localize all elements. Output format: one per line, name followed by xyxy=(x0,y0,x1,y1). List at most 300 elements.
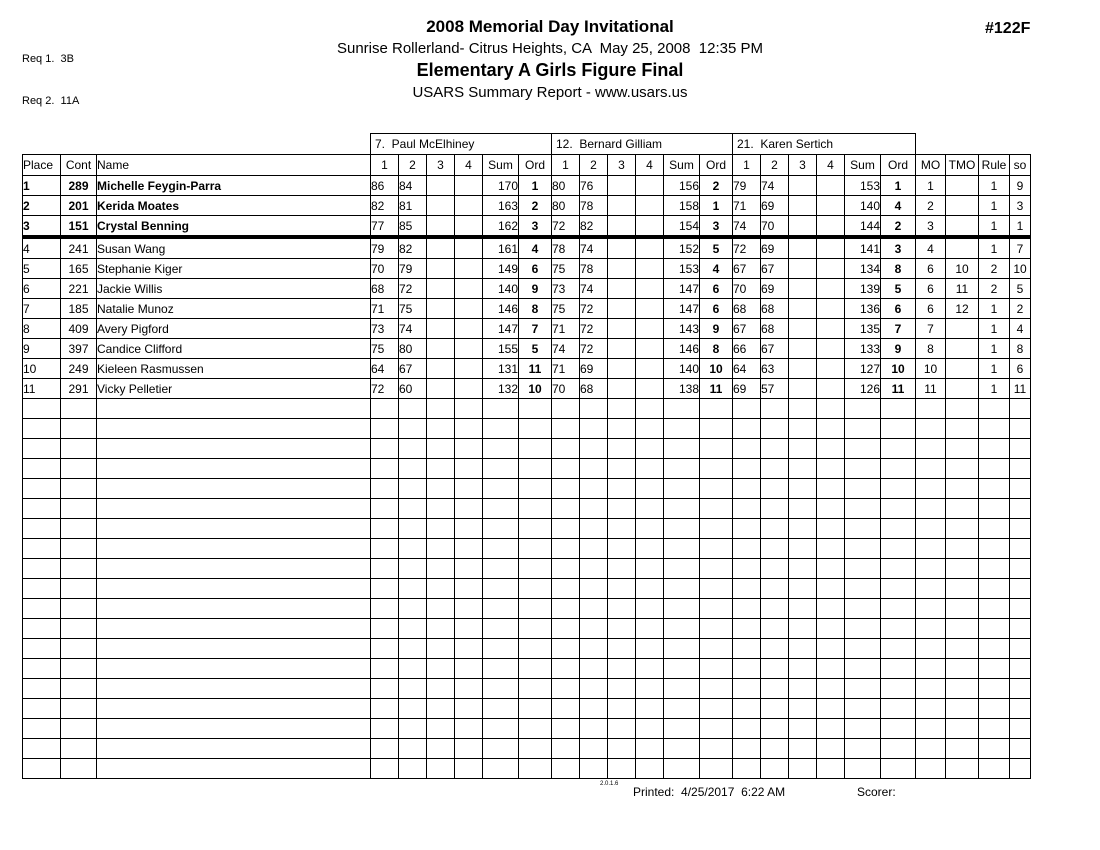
table-row xyxy=(23,719,1031,739)
cell-cont xyxy=(61,719,97,739)
cell-j2-ord: 9 xyxy=(700,319,733,339)
cell-j2-score4 xyxy=(636,579,664,599)
cell-j3-score1: 71 xyxy=(733,196,761,216)
req-2-label: Req 2. 11A xyxy=(22,95,80,107)
cell-j3-score3 xyxy=(789,176,817,196)
cell-j2-score1: 74 xyxy=(552,339,580,359)
cell-j1-score2 xyxy=(399,599,427,619)
table-row xyxy=(23,559,1031,579)
cell-j3-score3 xyxy=(789,339,817,359)
cell-name xyxy=(97,499,371,519)
table-row xyxy=(23,155,1031,176)
cell-j1-score3 xyxy=(427,619,455,639)
cell-j3-score2: 67 xyxy=(761,339,789,359)
header-judge2-2: 2 xyxy=(580,155,608,176)
cell-tmo xyxy=(946,339,979,359)
cell-j3-score4 xyxy=(817,739,845,759)
cell-j2-score2 xyxy=(580,479,608,499)
cell-j1-score2: 85 xyxy=(399,216,427,238)
header-judge1-2: 2 xyxy=(399,155,427,176)
cell-rule: 1 xyxy=(979,319,1010,339)
cell-j1-score3 xyxy=(427,739,455,759)
cell-j1-score2: 81 xyxy=(399,196,427,216)
cell-j3-score2: 67 xyxy=(761,259,789,279)
cell-name xyxy=(97,519,371,539)
cell-name xyxy=(97,419,371,439)
cell-j1-ord xyxy=(519,459,552,479)
cell-j1-sum xyxy=(483,599,519,619)
cell-j2-sum: 153 xyxy=(664,259,700,279)
cell-j3-sum: 140 xyxy=(845,196,881,216)
cell-j2-score1 xyxy=(552,619,580,639)
cell-j3-score2 xyxy=(761,519,789,539)
cell-j1-score1: 82 xyxy=(371,196,399,216)
cell-j2-score4 xyxy=(636,679,664,699)
cell-j2-score1 xyxy=(552,579,580,599)
cell-j2-score4 xyxy=(636,319,664,339)
cell-j1-score2: 84 xyxy=(399,176,427,196)
cell-mo xyxy=(916,519,946,539)
cell-rule xyxy=(979,519,1010,539)
cell-cont: 241 xyxy=(61,237,97,259)
table-row xyxy=(23,134,1031,155)
cell-j2-score3 xyxy=(608,519,636,539)
cell-j1-score1 xyxy=(371,439,399,459)
cell-cont xyxy=(61,619,97,639)
cell-j1-score1 xyxy=(371,599,399,619)
cell-j2-ord: 11 xyxy=(700,379,733,399)
cell-j1-sum xyxy=(483,399,519,419)
cell-rule xyxy=(979,759,1010,779)
cell-j3-sum xyxy=(845,399,881,419)
cell-j3-score3 xyxy=(789,499,817,519)
cell-j3-score1 xyxy=(733,739,761,759)
cell-j1-ord xyxy=(519,519,552,539)
cell-j3-score1 xyxy=(733,499,761,519)
event-title: Elementary A Girls Figure Final xyxy=(416,60,684,80)
cell-rule xyxy=(979,579,1010,599)
cell-rule xyxy=(979,719,1010,739)
cell-tmo xyxy=(946,216,979,238)
cell-j2-score2 xyxy=(580,639,608,659)
cell-cont xyxy=(61,499,97,519)
cell-j2-score3 xyxy=(608,237,636,259)
cell-j1-sum: 132 xyxy=(483,379,519,399)
cell-place xyxy=(23,539,61,559)
cell-j3-score2 xyxy=(761,439,789,459)
cell-so xyxy=(1010,439,1031,459)
header-judge3-4: 4 xyxy=(817,155,845,176)
cell-j3-ord xyxy=(881,659,916,679)
cell-j3-ord xyxy=(881,639,916,659)
cell-j2-score1 xyxy=(552,739,580,759)
cell-j1-score4 xyxy=(455,679,483,699)
cell-j2-ord: 10 xyxy=(700,359,733,379)
table-row xyxy=(23,479,1031,499)
cell-j3-ord: 10 xyxy=(881,359,916,379)
header-judge3-sum: Sum xyxy=(845,155,881,176)
cell-j2-sum xyxy=(664,659,700,679)
cell-j3-ord xyxy=(881,559,916,579)
cell-j1-ord: 5 xyxy=(519,339,552,359)
cell-j3-score3 xyxy=(789,719,817,739)
cell-j3-score3 xyxy=(789,619,817,639)
cell-rule: 1 xyxy=(979,359,1010,379)
cell-j1-score3 xyxy=(427,259,455,279)
cell-j2-score3 xyxy=(608,176,636,196)
cell-j1-sum xyxy=(483,739,519,759)
cell-j1-score2: 67 xyxy=(399,359,427,379)
table-row xyxy=(23,579,1031,599)
cell-j1-ord xyxy=(519,499,552,519)
cell-j3-score4 xyxy=(817,479,845,499)
cell-j1-score4 xyxy=(455,399,483,419)
cell-j1-ord: 3 xyxy=(519,216,552,238)
cell-place xyxy=(23,399,61,419)
cell-cont: 185 xyxy=(61,299,97,319)
table-row xyxy=(23,639,1031,659)
cell-j2-sum xyxy=(664,619,700,639)
cell-tmo xyxy=(946,619,979,639)
cell-cont xyxy=(61,439,97,459)
cell-mo: 6 xyxy=(916,299,946,319)
cell-j1-score2: 75 xyxy=(399,299,427,319)
cell-j2-sum: 140 xyxy=(664,359,700,379)
cell-j1-score4 xyxy=(455,559,483,579)
cell-j3-score2: 57 xyxy=(761,379,789,399)
cell-name xyxy=(97,539,371,559)
cell-rule xyxy=(979,499,1010,519)
cell-j1-ord xyxy=(519,419,552,439)
cell-j2-score1 xyxy=(552,539,580,559)
cell-j3-sum xyxy=(845,719,881,739)
cell-j2-score4 xyxy=(636,719,664,739)
cell-j1-score1: 73 xyxy=(371,319,399,339)
cell-j1-ord xyxy=(519,659,552,679)
cell-place: 8 xyxy=(23,319,61,339)
header-judge3-3: 3 xyxy=(789,155,817,176)
table-row xyxy=(23,759,1031,779)
cell-j1-score2 xyxy=(399,639,427,659)
cell-j3-ord xyxy=(881,699,916,719)
cell-j3-sum: 133 xyxy=(845,339,881,359)
cell-j3-ord xyxy=(881,619,916,639)
cell-j1-score4 xyxy=(455,639,483,659)
cell-j2-score2 xyxy=(580,519,608,539)
cell-so xyxy=(1010,499,1031,519)
cell-j2-score2 xyxy=(580,719,608,739)
cell-place xyxy=(23,559,61,579)
cell-j3-sum xyxy=(845,479,881,499)
cell-j3-ord xyxy=(881,439,916,459)
cell-tmo xyxy=(946,679,979,699)
header-tmo: TMO xyxy=(946,155,979,176)
cell-mo xyxy=(916,399,946,419)
table-row xyxy=(23,679,1031,699)
cell-mo: 8 xyxy=(916,339,946,359)
cell-j1-score1 xyxy=(371,499,399,519)
cell-j1-ord xyxy=(519,559,552,579)
cell-j3-score4 xyxy=(817,419,845,439)
cell-j2-sum: 146 xyxy=(664,339,700,359)
cell-j3-ord: 5 xyxy=(881,279,916,299)
report-subtitle: USARS Summary Report - www.usars.us xyxy=(412,84,688,101)
cell-j3-score2 xyxy=(761,499,789,519)
cell-j2-ord xyxy=(700,499,733,519)
cell-j3-sum xyxy=(845,759,881,779)
cell-j3-score1: 79 xyxy=(733,176,761,196)
cell-j3-score3 xyxy=(789,279,817,299)
cell-j2-score2: 76 xyxy=(580,176,608,196)
cell-j2-score1: 80 xyxy=(552,196,580,216)
cell-j2-ord xyxy=(700,439,733,459)
cell-tmo xyxy=(946,759,979,779)
cell-tmo xyxy=(946,599,979,619)
cell-j1-score1 xyxy=(371,399,399,419)
cell-j1-score4 xyxy=(455,299,483,319)
cell-j2-score1 xyxy=(552,719,580,739)
cell-j3-sum xyxy=(845,499,881,519)
cell-j1-sum xyxy=(483,479,519,499)
cell-mo xyxy=(916,579,946,599)
cell-so: 6 xyxy=(1010,359,1031,379)
cell-place: 9 xyxy=(23,339,61,359)
cell-name xyxy=(97,599,371,619)
cell-j2-score4 xyxy=(636,519,664,539)
cell-j2-score2 xyxy=(580,599,608,619)
table-row xyxy=(23,519,1031,539)
cell-j1-ord xyxy=(519,399,552,419)
cell-j2-score2 xyxy=(580,419,608,439)
cell-j1-sum: 162 xyxy=(483,216,519,238)
cell-j3-score2 xyxy=(761,539,789,559)
cell-j2-ord xyxy=(700,599,733,619)
cell-j3-sum xyxy=(845,659,881,679)
cell-j3-score4 xyxy=(817,499,845,519)
cell-j3-score2: 69 xyxy=(761,196,789,216)
cell-j2-score3 xyxy=(608,379,636,399)
cell-tmo xyxy=(946,639,979,659)
cell-j3-score3 xyxy=(789,319,817,339)
cell-j1-score3 xyxy=(427,399,455,419)
cell-place xyxy=(23,739,61,759)
cell-so xyxy=(1010,659,1031,679)
cell-tmo xyxy=(946,379,979,399)
cell-j2-score3 xyxy=(608,599,636,619)
header-cont: Cont xyxy=(61,155,97,176)
cell-j2-sum: 143 xyxy=(664,319,700,339)
cell-j2-score3 xyxy=(608,339,636,359)
cell-j1-ord: 2 xyxy=(519,196,552,216)
cell-j3-score4 xyxy=(817,539,845,559)
cell-j1-score1 xyxy=(371,719,399,739)
cell-j2-sum xyxy=(664,419,700,439)
cell-j1-score4 xyxy=(455,519,483,539)
cell-j2-score4 xyxy=(636,739,664,759)
cell-j1-ord: 9 xyxy=(519,279,552,299)
cell-j3-sum: 126 xyxy=(845,379,881,399)
cell-j3-score3 xyxy=(789,739,817,759)
header-judge1-3: 3 xyxy=(427,155,455,176)
cell-j1-score4 xyxy=(455,339,483,359)
table-row xyxy=(23,237,1031,259)
cell-j1-score4 xyxy=(455,599,483,619)
cell-j2-score4 xyxy=(636,619,664,639)
cell-j3-score4 xyxy=(817,339,845,359)
cell-j2-score1 xyxy=(552,519,580,539)
cell-j1-score2 xyxy=(399,759,427,779)
header-judge2-3: 3 xyxy=(608,155,636,176)
cell-j2-score1 xyxy=(552,679,580,699)
cell-so xyxy=(1010,759,1031,779)
page-title: 2008 Memorial Day Invitational xyxy=(426,17,674,36)
cell-j3-score2: 63 xyxy=(761,359,789,379)
cell-j3-score1 xyxy=(733,699,761,719)
cell-j2-score2 xyxy=(580,559,608,579)
cell-j3-score3 xyxy=(789,699,817,719)
table-row xyxy=(23,399,1031,419)
cell-j1-ord xyxy=(519,639,552,659)
cell-j2-sum xyxy=(664,439,700,459)
cell-j3-score1 xyxy=(733,399,761,419)
cell-j1-score4 xyxy=(455,359,483,379)
cell-j2-score3 xyxy=(608,459,636,479)
cell-j2-score2 xyxy=(580,579,608,599)
cell-j2-score3 xyxy=(608,659,636,679)
cell-cont xyxy=(61,579,97,599)
cell-j2-score4 xyxy=(636,699,664,719)
cell-j1-score3 xyxy=(427,479,455,499)
cell-j2-ord: 5 xyxy=(700,237,733,259)
cell-name: Michelle Feygin-Parra xyxy=(97,176,371,196)
cell-j2-sum xyxy=(664,599,700,619)
cell-j1-score4 xyxy=(455,579,483,599)
cell-j2-score4 xyxy=(636,479,664,499)
cell-j1-score4 xyxy=(455,176,483,196)
cell-j1-score3 xyxy=(427,459,455,479)
table-row xyxy=(23,459,1031,479)
cell-j2-sum xyxy=(664,519,700,539)
table-row xyxy=(23,659,1031,679)
cell-j2-score2: 68 xyxy=(580,379,608,399)
cell-j1-score2 xyxy=(399,739,427,759)
cell-so: 2 xyxy=(1010,299,1031,319)
cell-rule: 1 xyxy=(979,216,1010,238)
header-rule: Rule xyxy=(979,155,1010,176)
cell-j3-ord xyxy=(881,399,916,419)
cell-name: Kieleen Rasmussen xyxy=(97,359,371,379)
cell-j3-score3 xyxy=(789,599,817,619)
cell-cont xyxy=(61,639,97,659)
cell-j1-score4 xyxy=(455,479,483,499)
cell-name xyxy=(97,759,371,779)
cell-name: Kerida Moates xyxy=(97,196,371,216)
cell-j1-score1: 77 xyxy=(371,216,399,238)
cell-j3-score3 xyxy=(789,379,817,399)
cell-j1-sum xyxy=(483,539,519,559)
cell-place xyxy=(23,619,61,639)
cell-j3-sum: 153 xyxy=(845,176,881,196)
cell-name xyxy=(97,659,371,679)
cell-so xyxy=(1010,399,1031,419)
cell-j1-score1: 68 xyxy=(371,279,399,299)
cell-tmo: 11 xyxy=(946,279,979,299)
cell-j3-score1 xyxy=(733,559,761,579)
cell-j3-score3 xyxy=(789,539,817,559)
cell-j2-sum: 147 xyxy=(664,279,700,299)
cell-so: 5 xyxy=(1010,279,1031,299)
cell-j3-sum xyxy=(845,419,881,439)
cell-j1-score2 xyxy=(399,419,427,439)
cell-j2-sum xyxy=(664,559,700,579)
cell-j1-sum xyxy=(483,419,519,439)
cell-so xyxy=(1010,599,1031,619)
cell-so xyxy=(1010,579,1031,599)
cell-j1-ord xyxy=(519,679,552,699)
cell-j1-score1 xyxy=(371,479,399,499)
cell-j2-sum xyxy=(664,499,700,519)
cell-j3-score1 xyxy=(733,459,761,479)
cell-j1-sum: 140 xyxy=(483,279,519,299)
cell-j1-score2 xyxy=(399,479,427,499)
cell-place xyxy=(23,759,61,779)
cell-j2-score1 xyxy=(552,699,580,719)
cell-j3-score2 xyxy=(761,579,789,599)
cell-name: Jackie Willis xyxy=(97,279,371,299)
cell-j2-score2 xyxy=(580,399,608,419)
cell-j3-ord: 8 xyxy=(881,259,916,279)
cell-j1-score1 xyxy=(371,699,399,719)
cell-j2-score2: 69 xyxy=(580,359,608,379)
cell-j3-sum xyxy=(845,539,881,559)
cell-name: Crystal Benning xyxy=(97,216,371,238)
cell-j2-sum xyxy=(664,639,700,659)
cell-j2-ord xyxy=(700,619,733,639)
req-1-label: Req 1. 3B xyxy=(22,53,74,65)
cell-j2-score2 xyxy=(580,499,608,519)
cell-name xyxy=(97,559,371,579)
cell-j3-score2 xyxy=(761,599,789,619)
cell-tmo xyxy=(946,319,979,339)
cell-j2-score1 xyxy=(552,559,580,579)
header-judge1-4: 4 xyxy=(455,155,483,176)
cell-tmo xyxy=(946,196,979,216)
cell-j3-score1: 64 xyxy=(733,359,761,379)
cell-j1-score2 xyxy=(399,579,427,599)
cell-j1-score4 xyxy=(455,459,483,479)
cell-j2-sum: 156 xyxy=(664,176,700,196)
cell-name xyxy=(97,439,371,459)
cell-j2-score3 xyxy=(608,579,636,599)
cell-j1-score3 xyxy=(427,439,455,459)
cell-j3-score2 xyxy=(761,739,789,759)
cell-j1-sum xyxy=(483,719,519,739)
cell-j3-score4 xyxy=(817,196,845,216)
judge-3-name: 21. Karen Sertich xyxy=(733,134,916,155)
cell-j1-sum: 149 xyxy=(483,259,519,279)
cell-j1-score3 xyxy=(427,379,455,399)
table-row xyxy=(23,439,1031,459)
cell-cont: 221 xyxy=(61,279,97,299)
cell-tmo xyxy=(946,459,979,479)
cell-j1-ord xyxy=(519,539,552,559)
cell-rule xyxy=(979,479,1010,499)
cell-rule xyxy=(979,679,1010,699)
cell-j1-score1: 70 xyxy=(371,259,399,279)
cell-mo xyxy=(916,739,946,759)
cell-j2-score2 xyxy=(580,679,608,699)
cell-j1-score1: 64 xyxy=(371,359,399,379)
